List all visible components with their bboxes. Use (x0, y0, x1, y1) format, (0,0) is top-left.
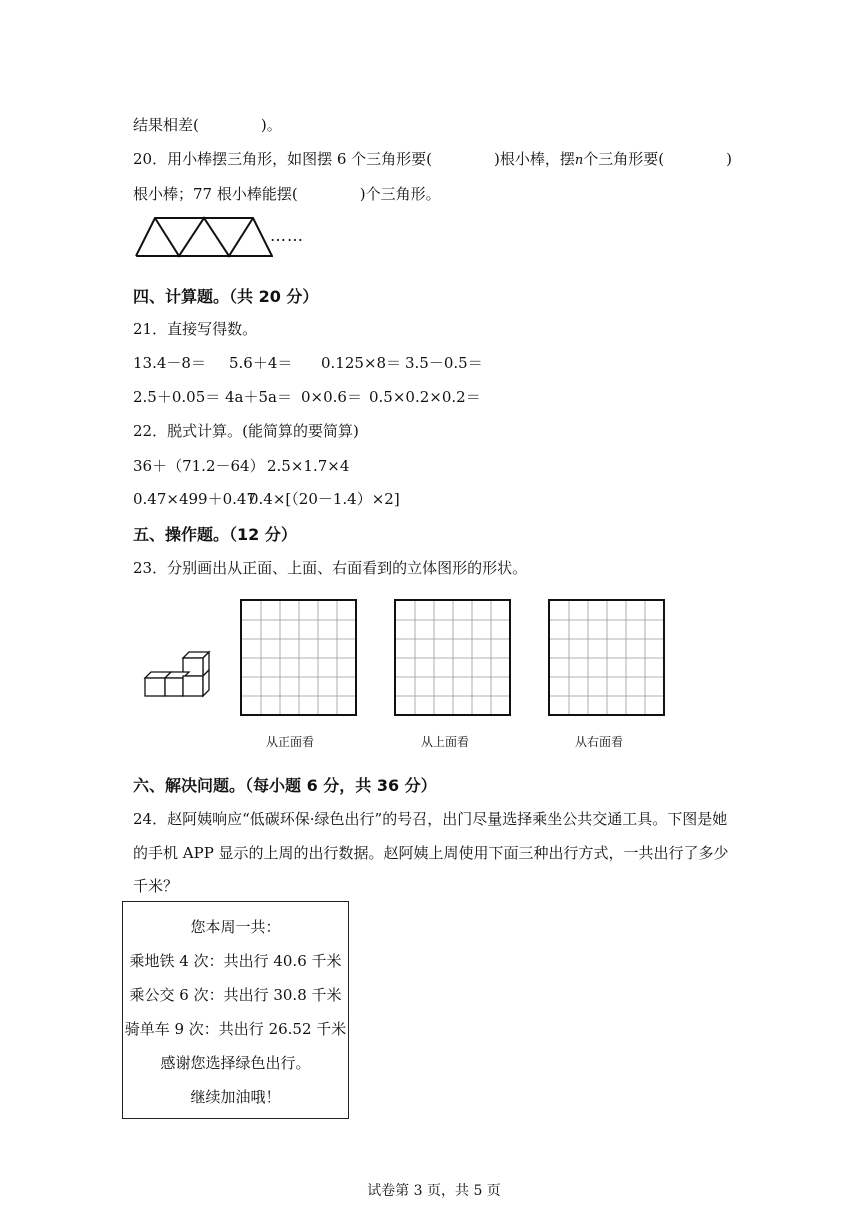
q20-variable-n: n (574, 153, 584, 168)
q20-line2 (133, 183, 441, 204)
box-line: 骑单车 9 次：共出行 26.52 千米 (124, 1020, 347, 1038)
q20-text-b: )根小棒，摆 (494, 150, 575, 168)
q24-line2: 的手机 APP 显示的上周的出行数据。赵阿姨上周使用下面三种出行方式，一共出行了多少 (133, 844, 729, 862)
section-4-title: 四、计算题。（共 20 分） (133, 287, 319, 306)
triangles-figure (133, 214, 273, 260)
q21-row1 (133, 352, 483, 373)
q22-item: 0.4×[（20－1.4）×2] (249, 490, 400, 508)
q20-text-d: ) (726, 150, 732, 168)
grid-lines (242, 601, 355, 714)
q20-text-c: 个三角形要( (583, 150, 665, 168)
box-line: 乘公交 6 次：共出行 30.8 千米 (129, 986, 342, 1004)
q21-item: 5.6＋4＝ (229, 354, 293, 372)
q21-item: 13.4－8＝ (133, 354, 206, 372)
q20-line1 (133, 148, 732, 169)
right-view-grid[interactable] (548, 599, 665, 716)
q21-item: 2.5＋0.05＝ (133, 388, 221, 406)
q21-item: 0.5×0.2×0.2＝ (369, 388, 481, 406)
q21-label: 21．直接写得数。 (133, 320, 258, 338)
cube-stack-figure (143, 648, 213, 698)
q20-text-a: 20．用小棒摆三角形，如图摆 6 个三角形要( (133, 150, 433, 168)
front-view-caption: 从正面看 (266, 735, 315, 749)
q19-tail (133, 114, 282, 135)
q20-text-e: 根小棒；77 根小棒能摆( (133, 185, 298, 203)
q21-item: 4a＋5a＝ (225, 388, 292, 406)
q22-row1 (133, 455, 349, 476)
page-footer: 试卷第 3 页，共 5 页 (367, 1183, 501, 1199)
section-5-title: 五、操作题。（12 分） (133, 525, 297, 544)
q21-item: 3.5－0.5＝ (405, 354, 483, 372)
q20-text-f: )个三角形。 (359, 185, 441, 203)
q22-row2 (133, 488, 400, 509)
q24-line3: 千米？ (133, 877, 179, 895)
grid-lines (550, 601, 663, 714)
box-line: 您本周一共： (190, 918, 281, 936)
box-line: 继续加油哦！ (190, 1088, 281, 1106)
right-view-caption: 从右面看 (575, 735, 624, 749)
top-view-caption: 从上面看 (421, 735, 470, 749)
box-line: 乘地铁 4 次：共出行 40.6 千米 (129, 952, 342, 970)
q23-label: 23．分别画出从正面、上面、右面看到的立体图形的形状。 (133, 559, 528, 577)
q21-item: 0.125×8＝ (321, 354, 402, 372)
q22-item: 0.47×499＋0.47 (133, 490, 256, 508)
q19-prefix: 结果相差( (133, 116, 199, 134)
box-line: 感谢您选择绿色出行。 (160, 1054, 311, 1072)
q22-item: 36＋（71.2－64） (133, 457, 265, 475)
q22-label: 22．脱式计算。(能简算的要简算) (133, 422, 359, 440)
grid-lines (396, 601, 509, 714)
q21-row2 (133, 386, 481, 407)
triangles-ellipsis: …… (270, 226, 304, 245)
q24-line1: 24．赵阿姨响应“低碳环保·绿色出行”的号召，出门尽量选择乘坐公共交通工具。下图是她 (133, 810, 728, 828)
front-view-grid[interactable] (240, 599, 357, 716)
q22-item: 2.5×1.7×4 (267, 457, 350, 475)
q21-item: 0×0.6＝ (301, 388, 362, 406)
section-6-title: 六、解决问题。（每小题 6 分，共 36 分） (133, 776, 437, 795)
app-data-box (122, 901, 349, 1119)
top-view-grid[interactable] (394, 599, 511, 716)
q19-suffix: )。 (260, 116, 282, 134)
